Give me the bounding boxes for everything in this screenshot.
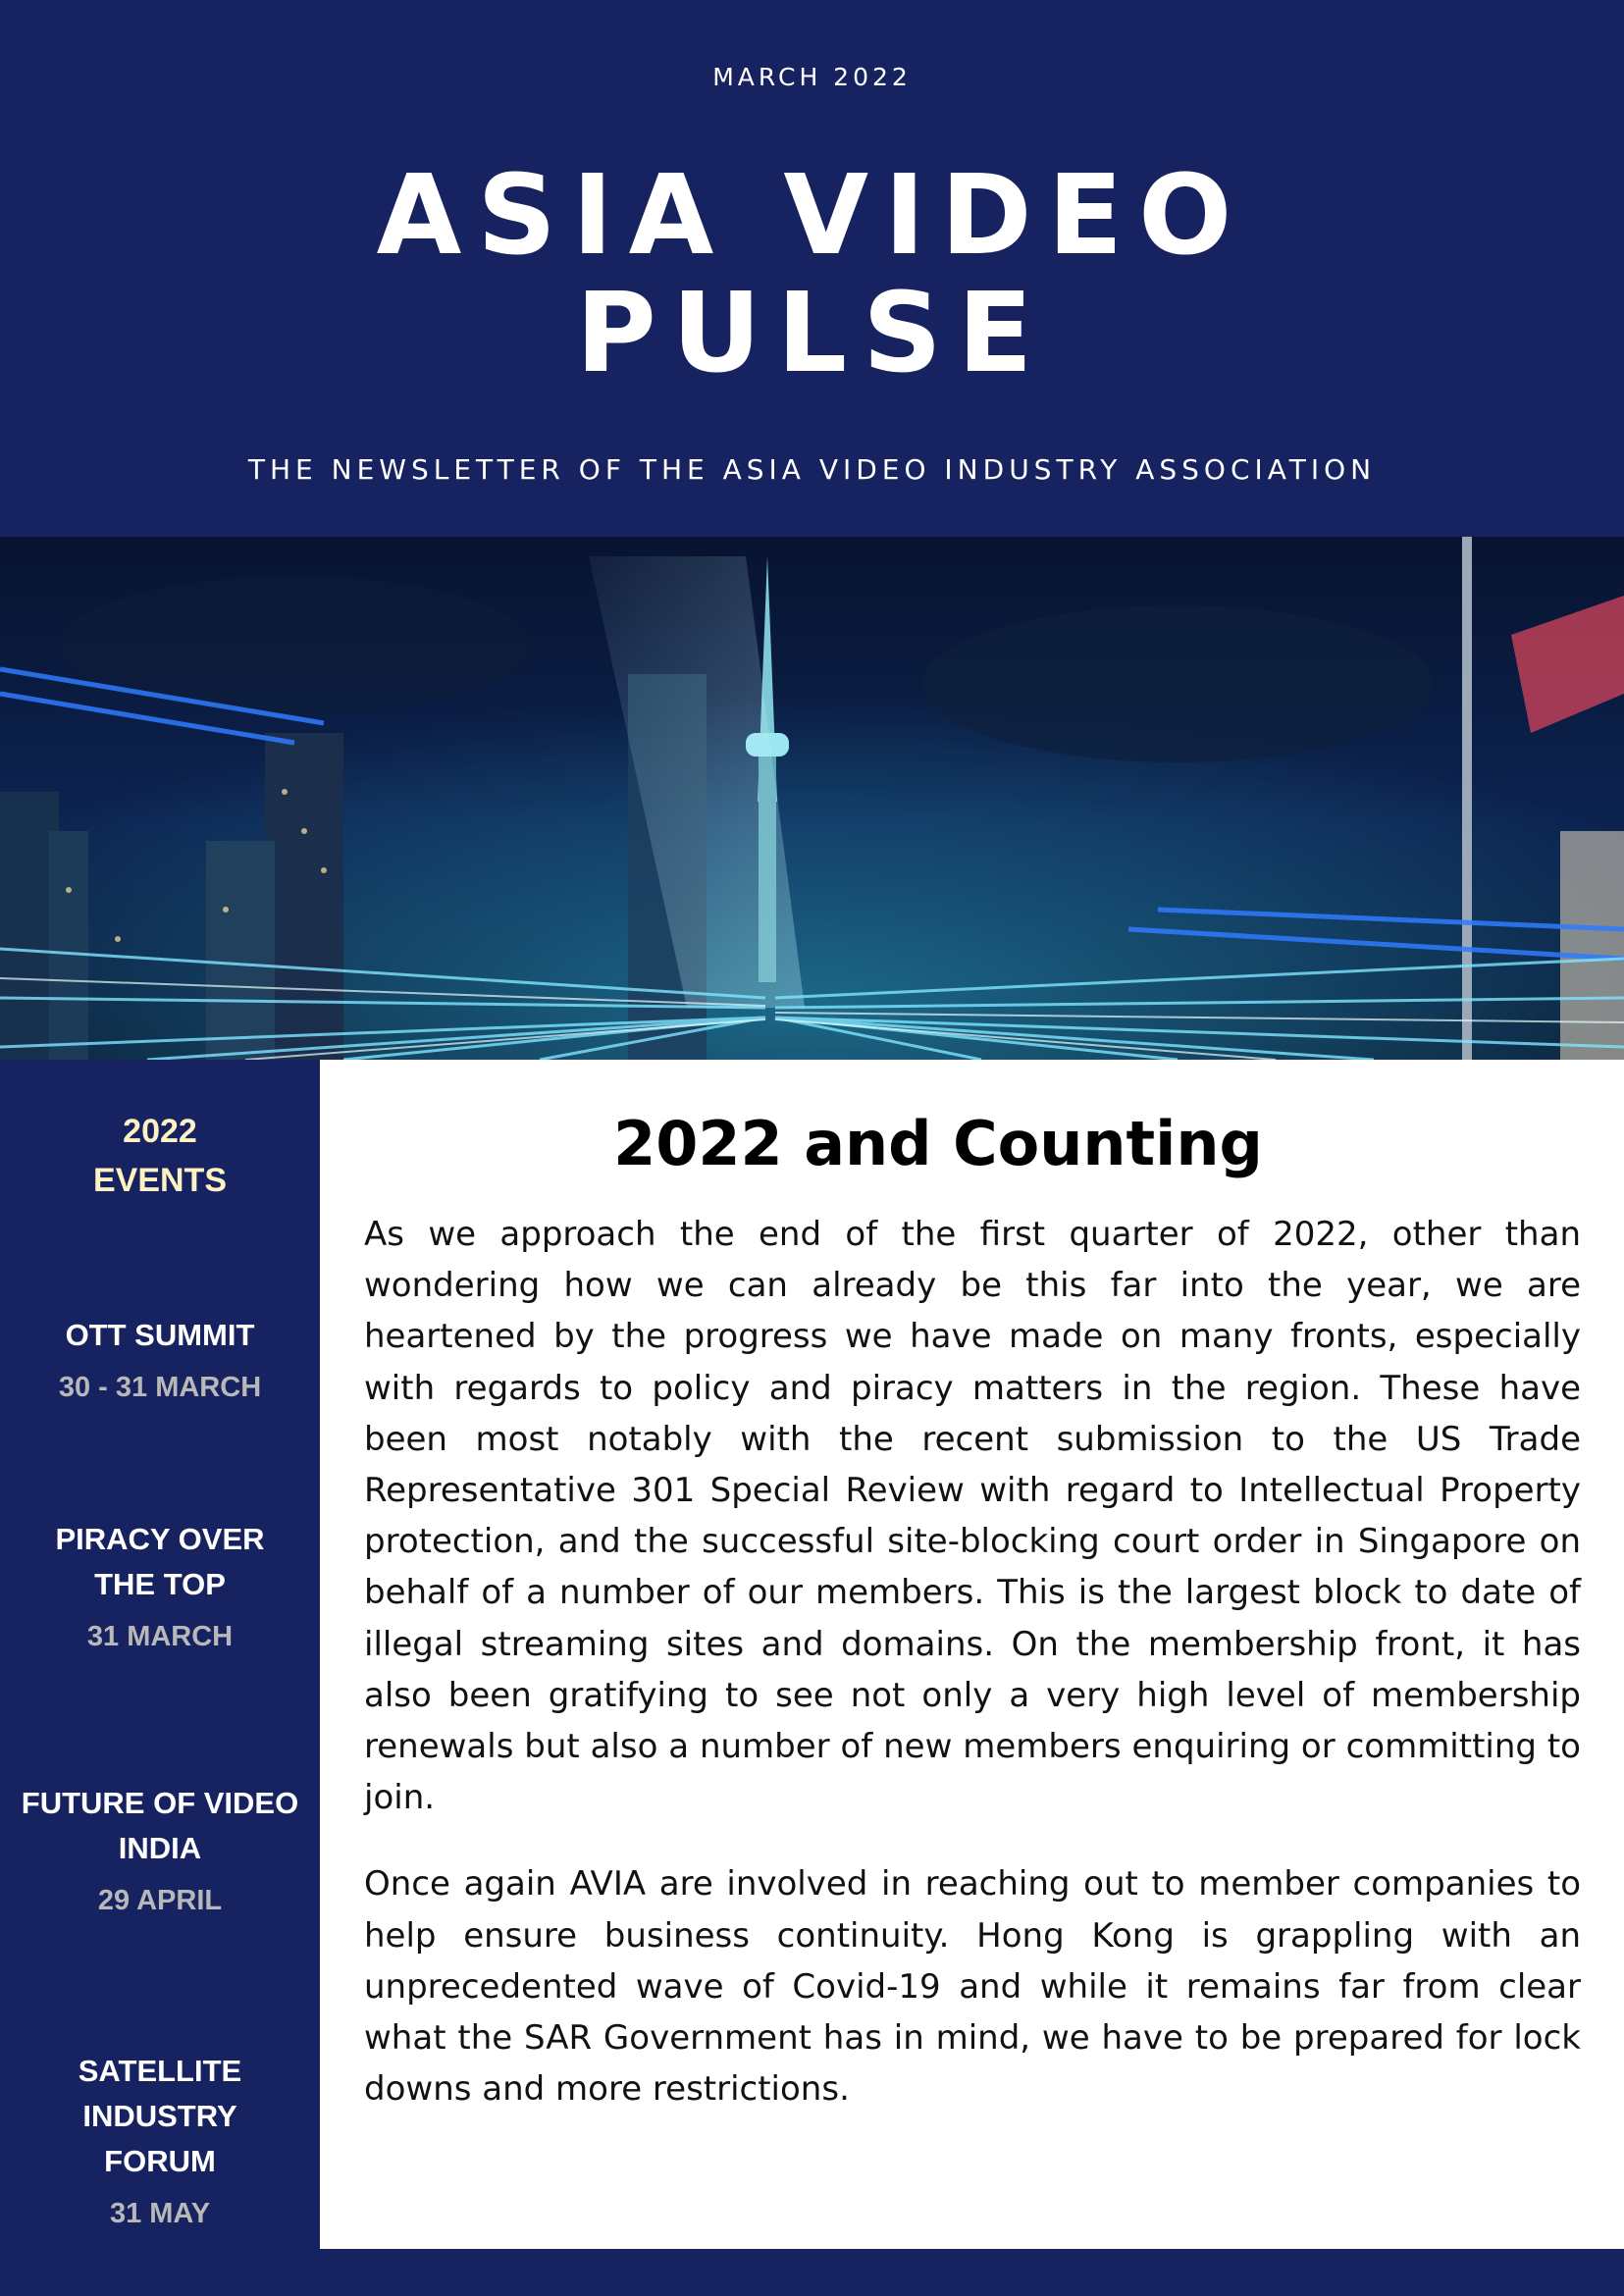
masthead-line-2: PULSE	[575, 270, 1049, 397]
events-heading	[0, 1107, 320, 1205]
event-date: 30 - 31 MARCH	[58, 1372, 262, 1403]
event-name: PIRACY OVER	[55, 1522, 265, 1556]
newsletter-header	[0, 0, 1624, 537]
article-paragraph: As we approach the end of the first quarter of 2022, other than wondering how we can already be this far into the year, we are heartened by the progress we have made on many fronts, especially with regards to policy and piracy matters in the region. These have been most notably with the recent submission to the US Trade Representative 301 Special Review with regard to Intellectual Property protection, and the successful site-blocking court order in Singapore on behalf of a number of our members. This is the largest block to date of illegal streaming sites and domains. On the membership front, it has also been gratifying to see not only a very high level of membership renewals but also a number of new members enquiring or committing to join.	[364, 1215, 1581, 1818]
event-piracy-over-the-top	[0, 1517, 320, 1658]
issue-date: MARCH 2022	[712, 63, 912, 91]
event-date: 31 MARCH	[86, 1621, 234, 1652]
city-night-light-trails-photo	[0, 537, 1624, 1060]
events-sidebar	[0, 1060, 320, 2296]
event-future-of-video-india	[0, 1781, 320, 1922]
event-name: SATELLITE	[78, 2054, 242, 2088]
newsletter-tagline: THE NEWSLETTER OF THE ASIA VIDEO INDUSTRY ASSOCIATION	[247, 453, 1377, 486]
event-name: THE TOP	[94, 1567, 226, 1601]
masthead-title	[0, 152, 1624, 397]
event-name: FUTURE OF VIDEO	[21, 1786, 299, 1820]
article-title: 2022 and Counting	[613, 1108, 1263, 1179]
masthead-line-1: ASIA VIDEO	[376, 152, 1248, 280]
events-heading-year: 2022	[123, 1113, 197, 1150]
event-name: OTT SUMMIT	[65, 1318, 255, 1352]
hero-city-night-photo	[0, 537, 1624, 1060]
event-ott-summit	[0, 1313, 320, 1409]
event-name: INDUSTRY	[82, 2099, 237, 2133]
event-name: INDIA	[118, 1831, 202, 1865]
article-paragraph: Once again AVIA are involved in reaching out to member companies to help ensure business continuity. Hong Kong is grappling with an unprecedented wave of Covid-19 and while it remains far from clear what the SAR Government has in mind, we have to be prepared for lock downs and more restrictions.	[364, 1864, 1581, 2110]
event-date: 31 MAY	[109, 2198, 211, 2229]
events-heading-label: EVENTS	[92, 1162, 228, 1199]
article-panel	[320, 1060, 1624, 2249]
article-body	[364, 1209, 1581, 2150]
event-date: 29 APRIL	[97, 1885, 223, 1916]
event-name: FORUM	[104, 2144, 216, 2178]
event-satellite-industry-forum	[0, 2049, 320, 2235]
